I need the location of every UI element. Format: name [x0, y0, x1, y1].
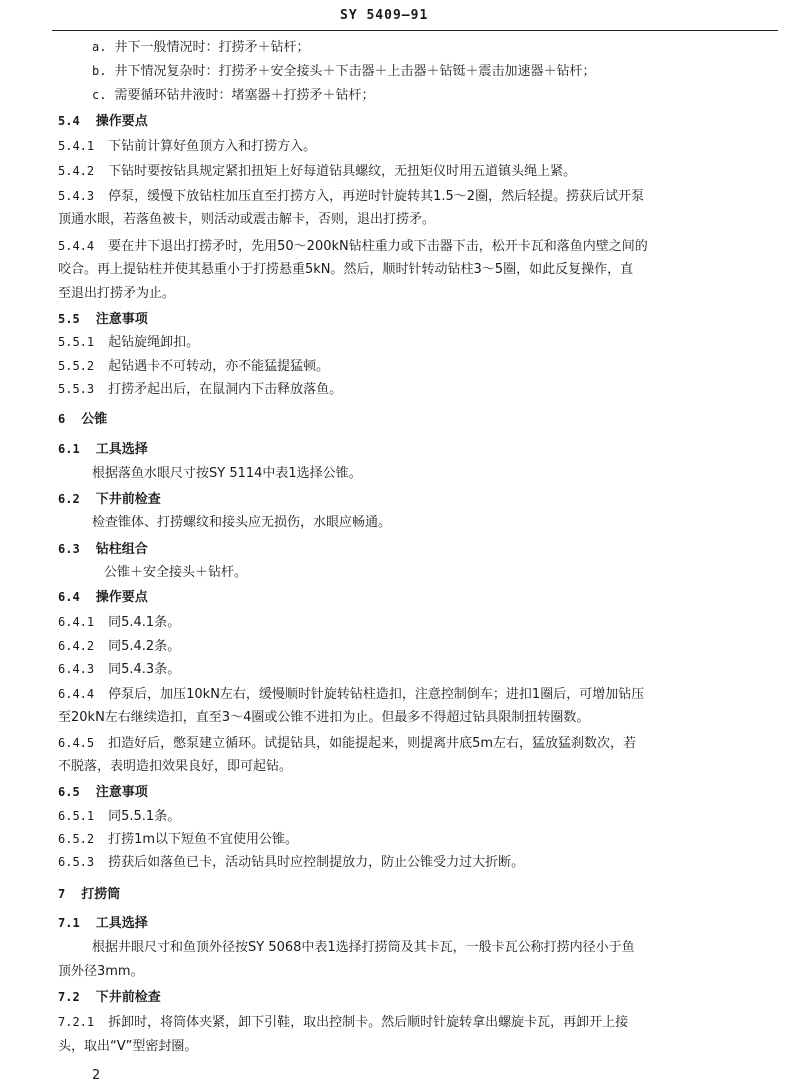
clause-number: 6.5	[58, 785, 80, 799]
clause-number: 6.5.2	[58, 832, 95, 846]
text-line	[92, 62, 595, 81]
text-line	[58, 660, 180, 679]
section-heading: 打捞筒	[81, 887, 121, 902]
text-line	[58, 357, 329, 376]
clause-text: 打捞1m以下短鱼不宜使用公锥。	[108, 832, 299, 847]
clause-number: 7.2	[58, 990, 80, 1004]
clause-number: 5.4	[58, 114, 80, 128]
text-line	[58, 807, 180, 826]
text-line	[58, 137, 316, 156]
text-line	[58, 588, 148, 607]
text-line	[58, 613, 180, 632]
clause-text: 需要循环钻井液时：堵塞器＋打捞矛＋钻杆；	[114, 88, 375, 103]
clause-text: 至退出打捞矛为止。	[58, 286, 176, 301]
section-heading: 公锥	[81, 412, 108, 427]
text-line	[92, 38, 309, 57]
text-line	[58, 237, 648, 256]
clause-text: 扣造好后，憋泵建立循环。试提钻具，如能提起来，则提离井底5m左右，猛放猛刹数次，若	[108, 736, 637, 751]
clause-text: 顶通水眼，若落鱼被卡，则活动或震击解卡，否则，退出打捞矛。	[58, 212, 436, 227]
clause-text: 不脱落，表明造扣效果良好，即可起钻。	[58, 759, 293, 774]
text-line	[58, 914, 148, 933]
text-line	[92, 514, 391, 532]
clause-text: 同5.4.3条。	[108, 662, 181, 677]
section-heading: 注意事项	[95, 785, 148, 800]
text-line	[58, 1038, 197, 1056]
section-heading: 钻柱组合	[95, 542, 148, 557]
clause-number: 6.5.1	[58, 809, 95, 823]
text-line	[58, 187, 644, 206]
clause-text: 头，取出“V”型密封圈。	[58, 1039, 198, 1054]
text-line	[58, 988, 161, 1007]
clause-number: 6.2	[58, 492, 80, 506]
text-line	[58, 734, 636, 753]
clause-number: 6.4.5	[58, 736, 95, 750]
clause-number: 5.5.2	[58, 359, 95, 373]
clause-number: 5.4.4	[58, 239, 95, 253]
clause-number: 6.1	[58, 442, 80, 456]
clause-number: c.	[92, 88, 107, 102]
clause-number: 6.4.3	[58, 662, 95, 676]
clause-text: 同5.5.1条。	[108, 809, 181, 824]
text-line	[58, 709, 589, 727]
text-line	[58, 333, 199, 352]
text-line	[58, 490, 161, 509]
text-line	[92, 86, 374, 105]
text-line	[58, 783, 148, 802]
text-line	[58, 963, 144, 981]
text-line	[58, 830, 298, 849]
clause-text: 根据落鱼水眼尺寸按SY 5114中表1选择公锥。	[92, 466, 362, 481]
section-heading: 工具选择	[95, 442, 148, 457]
clause-number: 6	[58, 412, 66, 426]
clause-number: 6.4.4	[58, 687, 95, 701]
standard-code-header: SY 5409—91	[340, 8, 429, 23]
clause-number: 7.1	[58, 916, 80, 930]
text-line	[58, 637, 180, 656]
clause-number: b.	[92, 64, 107, 78]
text-line	[58, 440, 148, 459]
clause-text: 公锥＋安全接头＋钻杆。	[104, 565, 248, 580]
section-heading: 注意事项	[95, 312, 148, 327]
section-heading: 操作要点	[95, 590, 148, 605]
text-line	[58, 1013, 628, 1032]
clause-number: 5.4.3	[58, 189, 95, 203]
text-line	[58, 685, 644, 704]
section-heading: 下井前检查	[95, 990, 161, 1005]
clause-text: 起钻遇卡不可转动，亦不能猛提猛顿。	[108, 359, 330, 374]
clause-number: 6.4.2	[58, 639, 95, 653]
section-heading: 下井前检查	[95, 492, 161, 507]
text-line	[92, 939, 635, 957]
clause-number: 6.4.1	[58, 615, 95, 629]
clause-number: a.	[92, 40, 107, 54]
clause-number: 7	[58, 887, 66, 901]
text-line	[58, 758, 292, 776]
clause-text: 停泵，缓慢下放钻柱加压直至打捞方入，再逆时针旋转其1.5～2圈，然后轻提。捞获后试开泵	[108, 189, 645, 204]
text-line	[58, 211, 435, 229]
page-number: 2	[92, 1068, 101, 1083]
text-line	[58, 410, 107, 429]
clause-text: 下钻时要按钻具规定紧扣扭矩上好每道钻具螺纹，无扭矩仪时用五道镇头绳上紧。	[108, 164, 577, 179]
text-line	[92, 465, 362, 483]
clause-number: 7.2.1	[58, 1015, 95, 1029]
clause-text: 要在井下退出打捞矛时，先用50～200kN钻柱重力或下击器下击，松开卡瓦和落鱼内壁之间的	[108, 239, 648, 254]
section-heading: 工具选择	[95, 916, 148, 931]
clause-text: 捞获后如落鱼已卡，活动钻具时应控制提放力，防止公锥受力过大折断。	[108, 855, 525, 870]
clause-text: 打捞矛起出后，在鼠洞内下击释放落鱼。	[108, 382, 343, 397]
clause-text: 根据井眼尺寸和鱼顶外径按SY 5068中表1选择打捞筒及其卡瓦，一般卡瓦公称打捞内径小于鱼	[92, 940, 635, 955]
clause-number: 5.4.2	[58, 164, 95, 178]
clause-text: 咬合。再上提钻柱并使其悬重小于打捞悬重5kN。然后，顺时针转动钻柱3～5圈，如此反复操作，直	[58, 262, 634, 277]
clause-text: 同5.4.1条。	[108, 615, 181, 630]
text-line	[58, 162, 576, 181]
clause-number: 5.5.1	[58, 335, 95, 349]
clause-number: 5.4.1	[58, 139, 95, 153]
clause-number: 6.5.3	[58, 855, 95, 869]
clause-text: 检查锥体、打捞螺纹和接头应无损伤，水眼应畅通。	[92, 515, 392, 530]
text-line	[58, 285, 175, 303]
clause-number: 6.4	[58, 590, 80, 604]
header-rule	[52, 30, 778, 31]
clause-text: 下钻前计算好鱼顶方入和打捞方入。	[108, 139, 317, 154]
text-line	[104, 564, 247, 582]
text-line	[58, 885, 120, 904]
clause-text: 至20kN左右继续造扣，直至3～4圈或公锥不进扣为止。但最多不得超过钻具限制扭转圈数。	[58, 710, 590, 725]
text-line	[58, 853, 524, 872]
clause-text: 拆卸时，将筒体夹紧，卸下引鞋，取出控制卡。然后顺时针旋转拿出螺旋卡瓦，再卸开上接	[108, 1015, 629, 1030]
clause-text: 同5.4.2条。	[108, 639, 181, 654]
text-line	[58, 112, 148, 131]
clause-text: 起钻旋绳卸扣。	[108, 335, 200, 350]
clause-text: 顶外径3mm。	[58, 964, 144, 979]
text-line	[58, 380, 342, 399]
clause-text: 井下情况复杂时：打捞矛＋安全接头＋下击器＋上击器＋钻铤＋震击加速器＋钻杆；	[114, 64, 596, 79]
clause-number: 5.5	[58, 312, 80, 326]
clause-number: 6.3	[58, 542, 80, 556]
clause-number: 5.5.3	[58, 382, 95, 396]
text-line	[58, 261, 633, 279]
clause-text: 井下一般情况时：打捞矛＋钻杆；	[114, 40, 310, 55]
text-line	[58, 540, 148, 559]
clause-text: 停泵后，加压10kN左右，缓慢顺时针旋转钻柱造扣，注意控制倒车；进扣1圈后，可增加钻压	[108, 687, 645, 702]
section-heading: 操作要点	[95, 114, 148, 129]
text-line	[58, 310, 148, 329]
